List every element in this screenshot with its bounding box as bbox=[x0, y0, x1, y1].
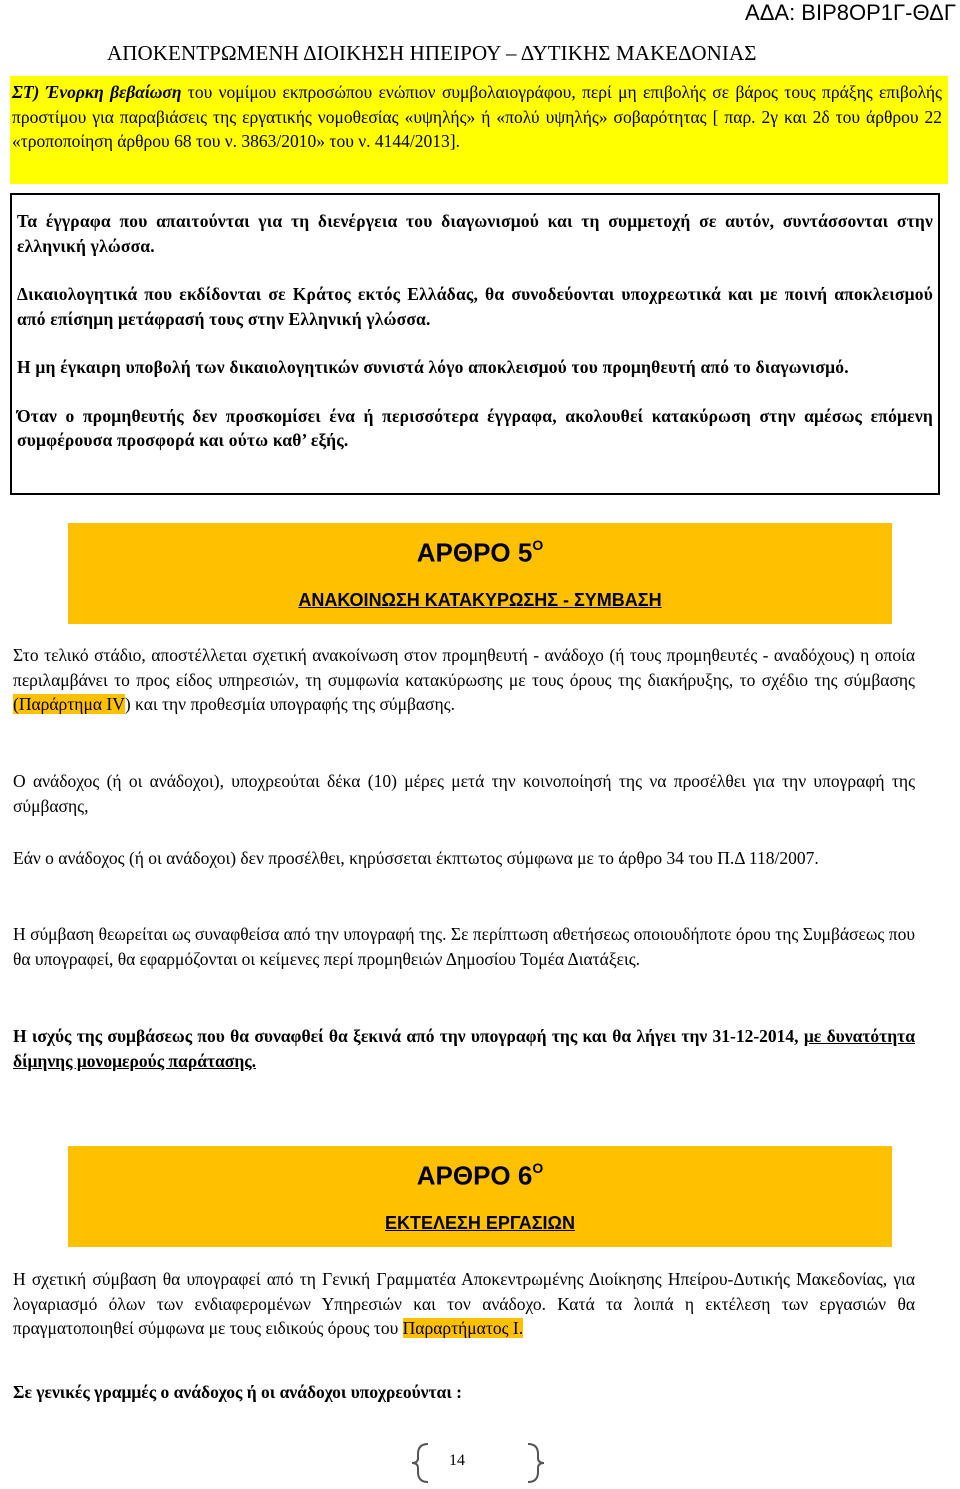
boxed-paragraph-1: Τα έγγραφα που απαιτούνται για τη διενέργεια του διαγωνισμού και τη συμμετοχή σε αυτόν, συντάσσονται στην ελληνική γλώσσα. bbox=[17, 211, 933, 256]
requirements-box bbox=[10, 193, 940, 495]
article-5-header bbox=[68, 523, 892, 624]
article-6-paragraph-1: Η σχετική σύμβαση θα υπογραφεί από τη Γενική Γραμματέα Αποκεντρωμένης Διοίκησης Ηπείρου-Δυτικής Μακεδονίας, για λογαριασμό όλων των ενδιαφερομένων Υπηρεσιών και τον ανάδοχο. Κατά τα λοιπά η εκτέλεση των εργασιών θα πραγματοποιηθεί σύμφωνα με τους ειδικούς όρους του Παραρτήματος Ι. bbox=[13, 1269, 915, 1338]
article-5-paragraph-4: Η σύμβαση θεωρείται ως συναφθείσα από την υπογραφή της. Σε περίπτωση αθετήσεως οποιουδήποτε όρου της Συμβάσεως που θα υπογραφεί, θα εφαρμόζονται οι κείμενες περί προμηθειών Δημοσίου Τομέα Διατάξεις. bbox=[13, 924, 915, 969]
ada-code: ΑΔΑ: ΒΙΡ8ΟΡ1Γ-ΘΔΓ bbox=[745, 0, 956, 25]
article-6-subtitle: ΕΚΤΕΛΕΣΗ ΕΡΓΑΣΙΩΝ bbox=[385, 1212, 575, 1233]
page-number-brackets bbox=[408, 1440, 548, 1486]
article-6-paragraph-2: Σε γενικές γραμμές ο ανάδοχος ή οι ανάδοχοι υποχρεούνται : bbox=[13, 1382, 462, 1402]
organization-header: ΑΠΟΚΕΝΤΡΩΜΕΝΗ ΔΙΟΙΚΗΣΗ ΗΠΕΙΡΟΥ – ΔΥΤΙΚΗΣ ΜΑΚΕΔΟΝΙΑΣ bbox=[107, 41, 757, 65]
article-5-subtitle: ΑΝΑΚΟΙΝΩΣΗ ΚΑΤΑΚΥΡΩΣΗΣ - ΣΥΜΒΑΣΗ bbox=[298, 589, 662, 610]
boxed-paragraph-3: Η μη έγκαιρη υποβολή των δικαιολογητικών συνιστά λόγο αποκλεισμού του προμηθευτή από το διαγωνισμό. bbox=[17, 357, 849, 377]
article-6-header bbox=[68, 1146, 892, 1247]
st-lead: ΣΤ) Ένορκη βεβαίωση bbox=[12, 82, 182, 102]
article-5-paragraph-2: Ο ανάδοχος (ή οι ανάδοχοι), υποχρεούται δέκα (10) μέρες μετά την κοινοποίησή της να προσέλθει για την υπογραφή της σύμβασης, bbox=[13, 771, 915, 816]
article-5-title: ΑΡΘΡΟ $5^O$ bbox=[416, 537, 544, 568]
boxed-paragraph-2: Δικαιολογητικά που εκδίδονται σε Κράτος εκτός Ελλάδας, θα συνοδεύονται υποχρεωτικά και με ποινή αποκλεισμού από επίσημη μετάφρασή τους στην Ελληνική γλώσσα. bbox=[17, 284, 933, 329]
article-5-paragraph-5: Η ισχύς της συμβάσεως που θα συναφθεί θα ξεκινά από την υπογραφή της και θα λήγει την 31-12-2014, με δυνατότητα δίμηνης μονομερούς παράτασης. bbox=[13, 1026, 915, 1071]
st-text: του νομίμου εκπροσώπου ενώπιον συμβολαιογράφου, περί μη επιβολής σε βάρος τους πράξης επιβολής προστίμου για παραβιάσεις της εργατικής νομοθεσίας «υψηλής» ή «πολύ υψηλής» σοβαρότητας [ παρ. 2γ και 2δ του άρθρου 22 «τροποποίηση άρθρου 68 του ν. 3863/2010» του ν. 4144/2013]. bbox=[12, 82, 942, 151]
annex-iv-highlight: (Παράρτημα IV bbox=[13, 694, 125, 714]
paragraph-st bbox=[12, 80, 942, 154]
annex-i-highlight: Παραρτήματος Ι. bbox=[402, 1318, 524, 1338]
article-5-paragraph-3: Εάν ο ανάδοχος (ή οι ανάδοχοι) δεν προσέλθει, κηρύσσεται έκπτωτος σύμφωνα με το άρθρο 34 του Π.Δ 118/2007. bbox=[13, 848, 819, 868]
article-5-paragraph-1: Στο τελικό στάδιο, αποστέλλεται σχετική ανακοίνωση στον προμηθευτή - ανάδοχο (ή τους προμηθευτές - αναδόχους) η οποία περιλαμβάνει το προς είδος υπηρεσιών, τη συμφωνία κατακύρωσης με τους όρους της διακήρυξης, το σχέδιο της σύμβασης (Παράρτημα IV) και την προθεσμία υπογραφής της σύμβασης. bbox=[13, 645, 915, 714]
article-6-title: ΑΡΘΡΟ $6^O$ bbox=[416, 1160, 544, 1191]
boxed-paragraph-4: Όταν ο προμηθευτής δεν προσκομίσει ένα ή περισσότερα έγγραφα, ακολουθεί κατακύρωση στην αμέσως επόμενη συμφέρουσα προσφορά και ούτω καθ’ εξής. bbox=[17, 405, 933, 450]
page-number: 14 bbox=[449, 1452, 465, 1469]
